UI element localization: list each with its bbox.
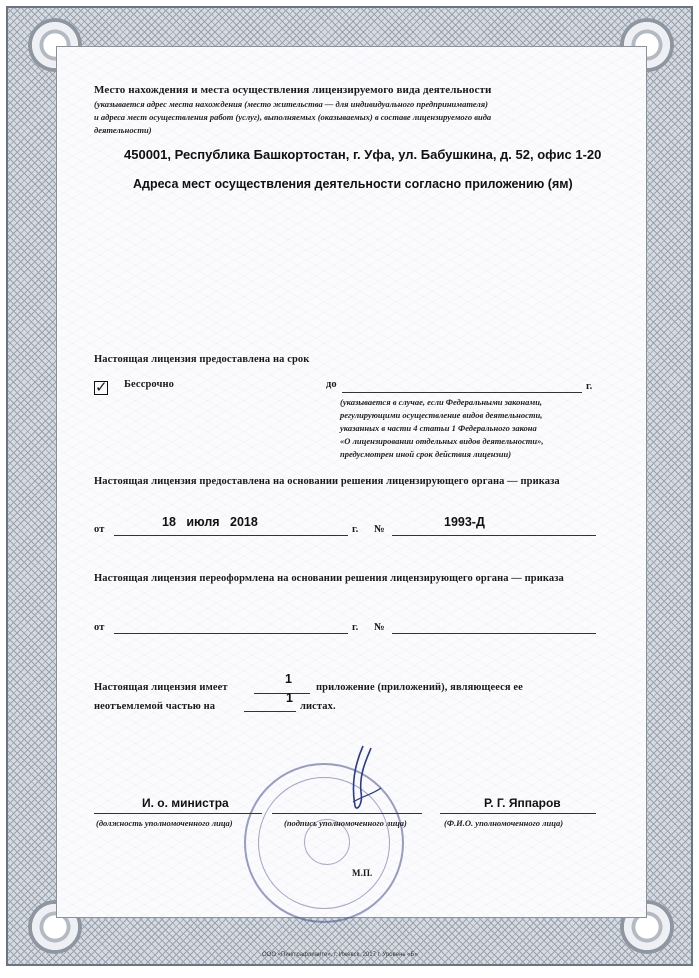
term-until-line (342, 392, 582, 393)
term-heading: Настоящая лицензия предоставлена на срок (94, 354, 310, 365)
location-note-line-2: и адреса мест осуществления работ (услуг), выполняемых (оказываемых) в составе лицензируемого вида (94, 112, 492, 122)
basis-number-value: 1993-Д (444, 515, 485, 529)
sheet-count-value: 1 (286, 691, 293, 705)
signatory-name: Р. Г. Яппаров (484, 796, 561, 810)
reissue-number-line (392, 633, 596, 634)
location-heading: Место нахождения и места осуществления лицензируемого вида деятельности (94, 84, 492, 96)
location-note-line-3: деятельности) (94, 125, 152, 135)
name-line (440, 813, 596, 814)
unlimited-term-label: Бессрочно (124, 379, 174, 390)
seal-place-label: М.П. (352, 868, 373, 878)
term-until-label: до (326, 379, 337, 390)
appendix-address-note: Адреса мест осуществления деятельности согласно приложению (ям) (133, 177, 573, 191)
license-address: 450001, Республика Башкортостан, г. Уфа, ул. Бабушкина, д. 52, офис 1-20 (124, 147, 602, 162)
basis-from-label: от (94, 524, 105, 535)
reissue-number-label: № (374, 622, 385, 633)
position-line (94, 813, 262, 814)
unlimited-term-checkbox: ✓ (95, 378, 108, 396)
term-note-line-3: указанных в части 4 статьи 1 Федерального закона (340, 423, 537, 433)
term-note-line-1: (указывается в случае, если Федеральными законами, (340, 397, 543, 407)
signature-line (272, 813, 422, 814)
appendix-line-2-suffix: листах. (300, 701, 336, 712)
reissue-heading: Настоящая лицензия переоформлена на основании решения лицензирующего органа — приказа (94, 573, 564, 584)
appendix-line-1-suffix: приложение (приложений), являющееся ее (316, 682, 523, 693)
basis-date-line (114, 535, 348, 536)
signature-mark (333, 744, 393, 814)
basis-date-value: 18 июля 2018 (162, 515, 258, 529)
appendix-count-value: 1 (285, 672, 292, 686)
position-note: (должность уполномоченного лица) (96, 818, 233, 828)
basis-year-suffix: г. (352, 524, 359, 535)
appendix-line-2-prefix: неотъемлемой частью на (94, 701, 216, 712)
printer-imprint: ООО «Пингграфлиаите», г. Ижевск, 2017 г. Уровень «Б» (262, 952, 418, 958)
basis-number-label: № (374, 524, 385, 535)
basis-number-line (392, 535, 596, 536)
name-note: (Ф.И.О. уполномоченного лица) (444, 818, 564, 828)
sheet-count-line (244, 711, 296, 712)
appendix-line-1-prefix: Настоящая лицензия имеет (94, 682, 228, 693)
location-note-line-1: (указывается адрес места нахождения (место жительства — для индивидуального предпринимателя) (94, 99, 488, 109)
reissue-date-line (114, 633, 348, 634)
term-note-line-4: «О лицензировании отдельных видов деятельности», (340, 436, 544, 446)
term-note-line-2: регулирующими осуществление видов деятельности, (340, 410, 543, 420)
term-year-suffix: г. (586, 381, 593, 392)
signature-note: (подпись уполномоченного лица) (284, 818, 407, 828)
reissue-from-label: от (94, 622, 105, 633)
term-note-line-5: предусмотрен иной срок действия лицензии) (340, 449, 512, 459)
basis-heading: Настоящая лицензия предоставлена на основании решения лицензирующего органа — приказа (94, 476, 560, 487)
appendix-count-line (254, 693, 310, 694)
reissue-year-suffix: г. (352, 622, 359, 633)
signatory-position: И. о. министра (142, 796, 229, 810)
